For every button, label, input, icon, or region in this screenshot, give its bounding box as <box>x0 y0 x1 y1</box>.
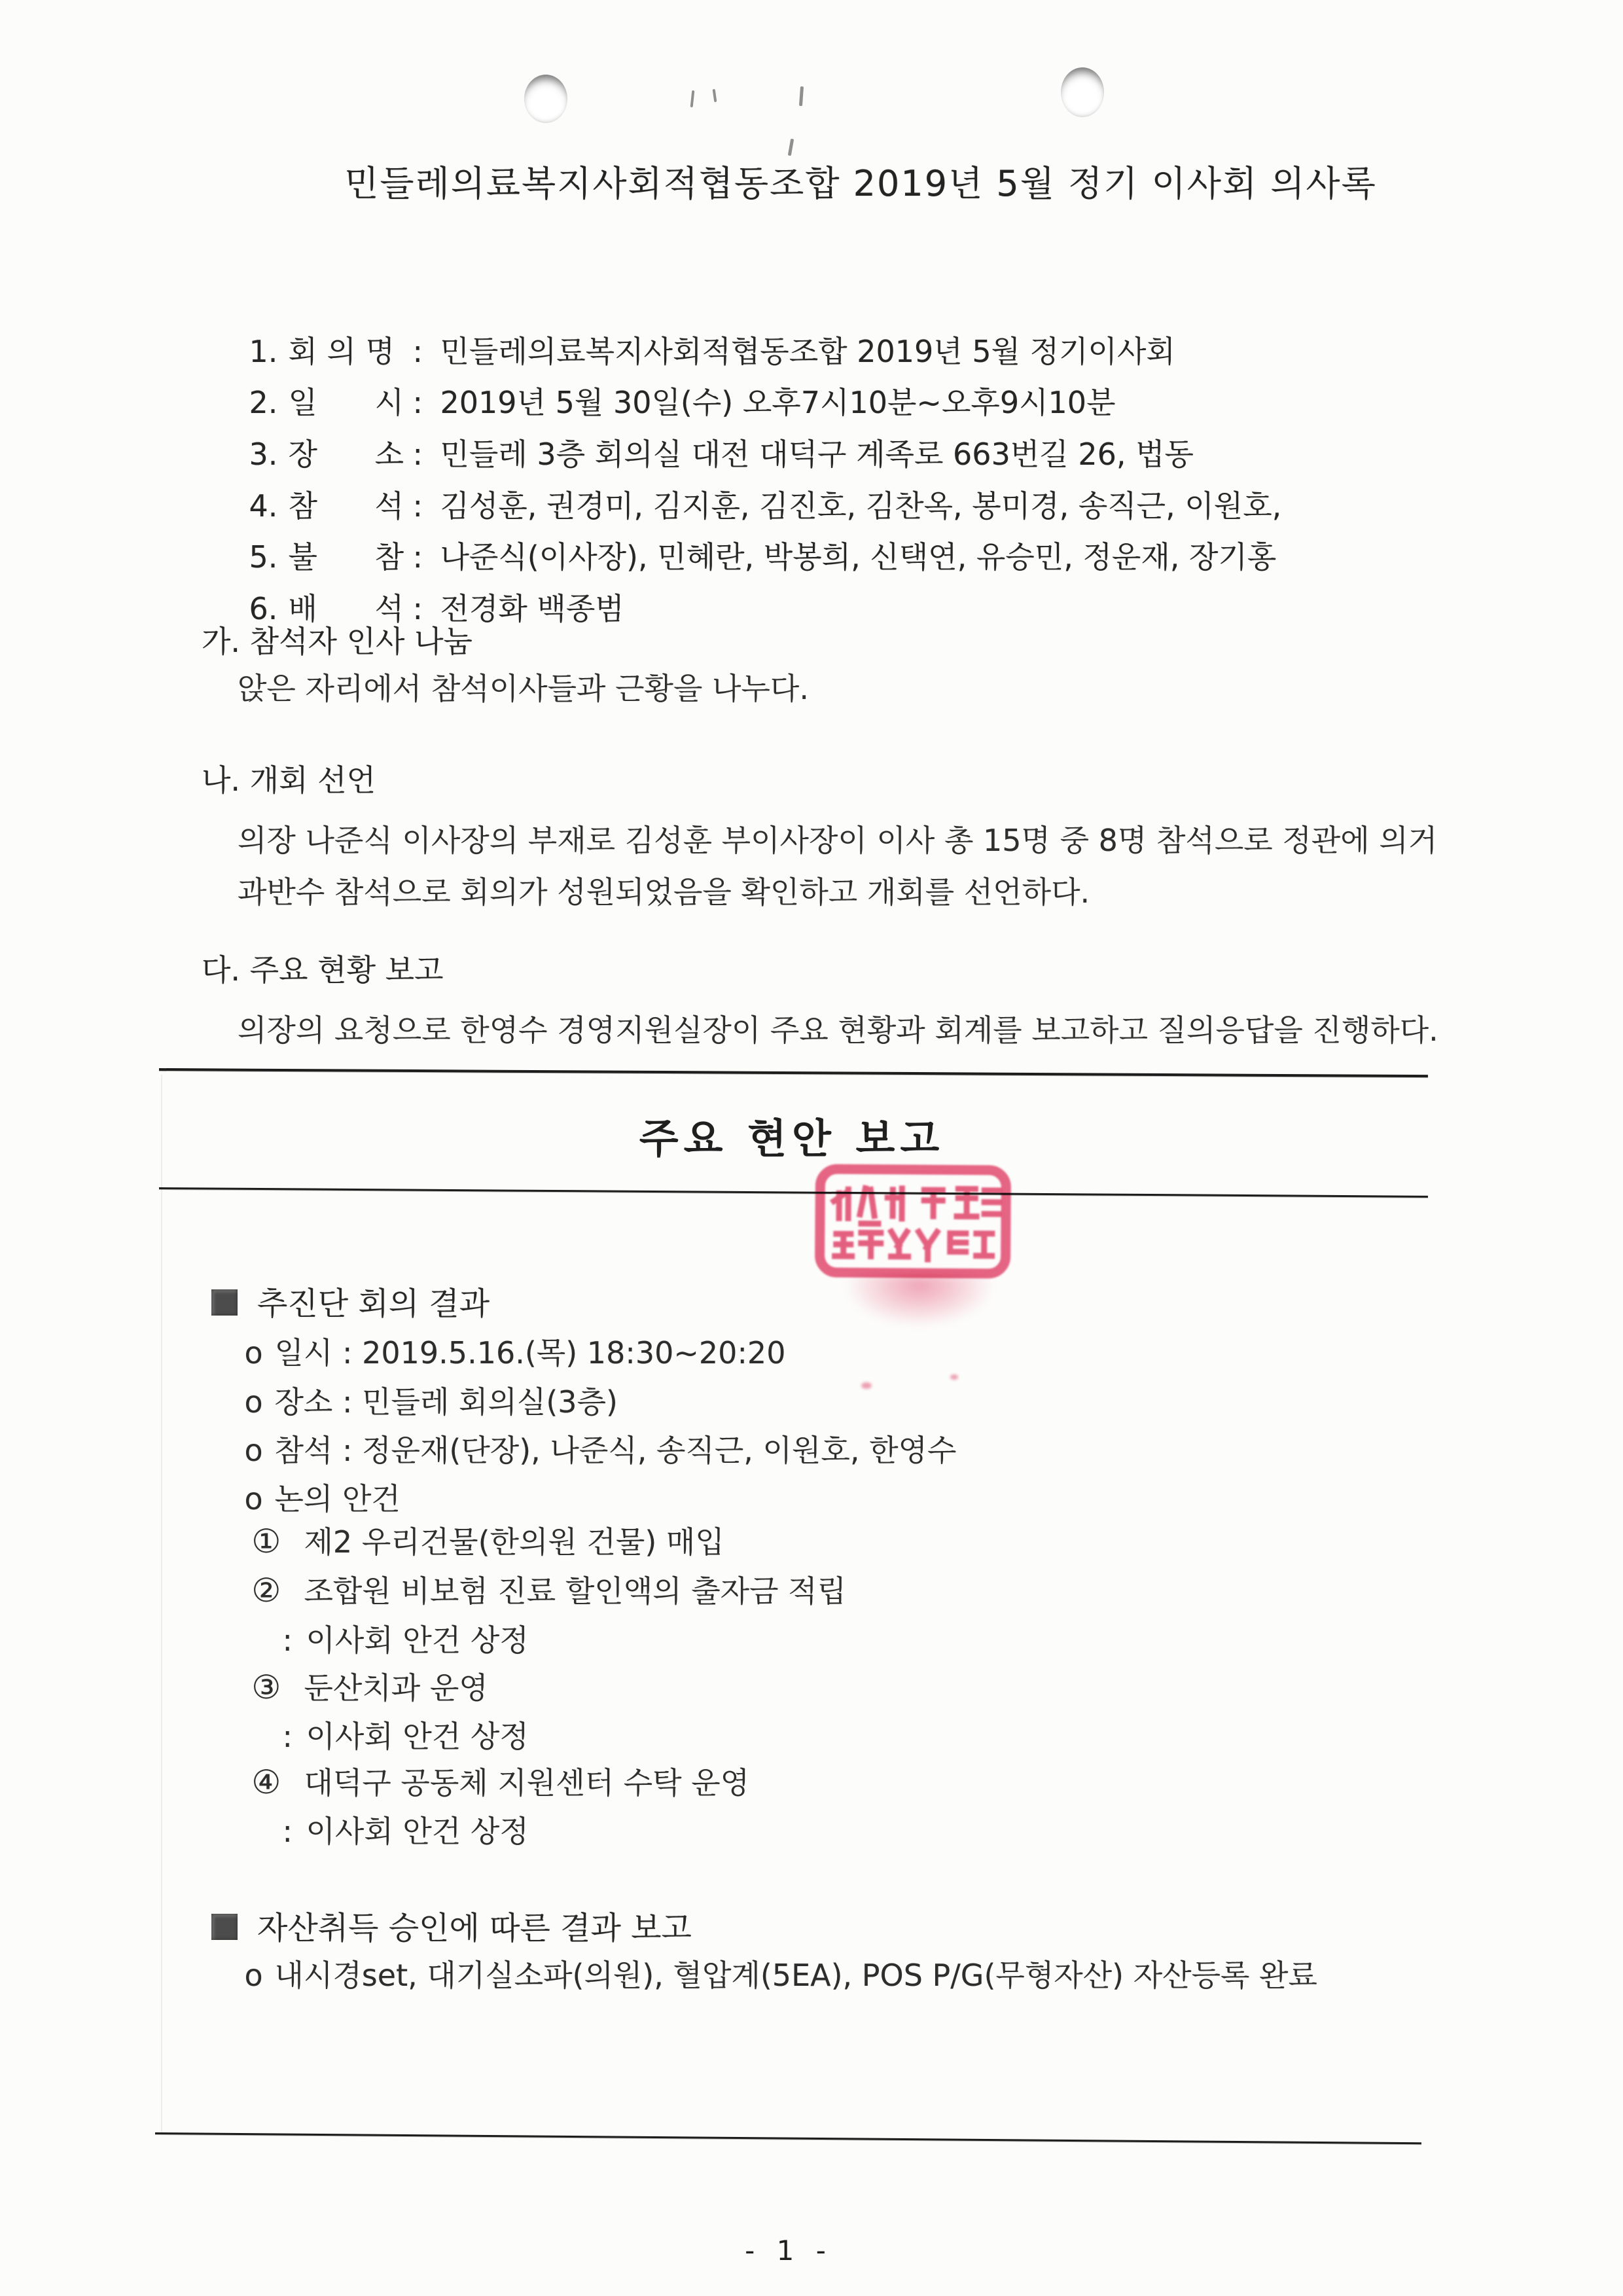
meta-item-absentees <box>211 498 1277 575</box>
item-number: 6. <box>249 591 278 626</box>
item-number: 3. <box>249 437 278 472</box>
divider-top <box>159 1068 1428 1077</box>
section-body-na-1: 의장 나준식 이사장의 부재로 김성훈 부이사장이 이사 총 15명 중 8명 참석으로 정관에 의거 <box>238 823 1438 858</box>
block-title-asset-acquisition <box>171 1866 692 1946</box>
o-bullet: o <box>244 1335 263 1371</box>
item-label: 일 시 <box>288 385 404 420</box>
agenda-text: 이사회 안건 상정 <box>306 1814 529 1849</box>
colon-marker: : <box>282 1719 293 1754</box>
divider-middle <box>159 1187 1428 1198</box>
meta-item-attendees <box>211 447 1282 524</box>
item-value: 민들레 3층 회의실 대전 대덕구 계족로 663번길 26, 법동 <box>440 437 1194 472</box>
item-number: 2. <box>249 385 278 420</box>
item-colon: : <box>412 334 423 369</box>
report-heading: 주요 현안 보고 <box>639 1115 945 1162</box>
scan-artifact <box>713 89 717 102</box>
item-number: 5. <box>249 539 278 575</box>
agenda-line-asset-registration <box>206 1916 1317 2030</box>
punch-hole-shadow-left <box>524 75 567 123</box>
agenda-text: 참석 : 정운재(단장), 나준식, 송직근, 이원호, 한영수 <box>274 1433 957 1468</box>
agenda-text: 내시경set, 대기실소파(의원), 혈압계(5EA), POS P/G(무형자산) 자산등록 완료 <box>274 1958 1317 1993</box>
item-number: 1. <box>249 334 278 369</box>
agenda-text: 일시 : 2019.5.16.(목) 18:30~20:20 <box>274 1335 786 1371</box>
divider-bottom <box>155 2132 1421 2144</box>
agenda-text: 논의 안건 <box>274 1481 401 1516</box>
colon-marker: : <box>282 1623 293 1658</box>
agenda-text: 이사회 안건 상정 <box>306 1719 529 1754</box>
block-title-text: 자산취득 승인에 따른 결과 보고 <box>257 1910 692 1946</box>
o-bullet: o <box>244 1481 263 1516</box>
item-label: 참 석 <box>288 488 404 524</box>
item-value: 민들레의료복지사회적협동조합 2019년 5월 정기이사회 <box>440 334 1175 369</box>
item-colon: : <box>412 488 423 524</box>
item-label: 회 의 명 <box>288 334 395 369</box>
agenda-text: 장소 : 민들레 회의실(3층) <box>274 1384 618 1420</box>
scan-artifact <box>799 86 804 106</box>
agenda-text: 조합원 비보험 진료 할인액의 출자금 적립 <box>304 1573 847 1609</box>
item-number: 4. <box>249 488 278 524</box>
cooperative-seal-stamp <box>813 1163 1012 1280</box>
section-body-na-2: 과반수 참석으로 회의가 성원되었음을 확인하고 개회를 선언하다. <box>238 874 1090 910</box>
scan-artifact <box>690 90 695 107</box>
agenda-text: 이사회 안건 상정 <box>306 1623 529 1658</box>
o-bullet: o <box>244 1958 263 1993</box>
item-value: 전경화 백종범 <box>440 591 624 626</box>
section-heading-da: 다. 주요 현황 보고 <box>202 952 444 988</box>
meta-item-place <box>211 395 1194 472</box>
circled-number-icon: ③ <box>251 1668 281 1706</box>
section-body-ga: 앉은 자리에서 참석이사들과 근황을 나누다. <box>238 671 809 706</box>
document-title: 민들레의료복지사회적협동조합 2019년 5월 정기 이사회 의사록 <box>344 163 1377 204</box>
item-colon: : <box>412 385 423 420</box>
meta-item-meeting-name <box>211 293 1175 369</box>
scan-edge-line <box>161 1075 162 2132</box>
item-value: 2019년 5월 30일(수) 오후7시10분~오후9시10분 <box>440 385 1116 420</box>
block-title-committee-meeting <box>171 1242 490 1322</box>
item-value: 나준식(이사장), 민혜란, 박봉희, 신택연, 유승민, 정운재, 장기홍 <box>440 539 1277 575</box>
section-body-da: 의장의 요청으로 한영수 경영지원실장이 주요 현황과 회계를 보고하고 질의응답을 진행하다. <box>238 1013 1438 1048</box>
meta-item-observers <box>211 550 624 626</box>
item-label: 배 석 <box>288 591 404 626</box>
agenda-text: 대덕구 공동체 지원센터 수탁 운영 <box>304 1765 750 1801</box>
block-title-text: 추진단 회의 결과 <box>257 1285 490 1322</box>
agenda-text: 둔산치과 운영 <box>304 1670 488 1706</box>
item-colon: : <box>412 539 423 575</box>
seal-ink-dot <box>861 1382 872 1389</box>
scan-artifact <box>788 139 794 156</box>
colon-marker: : <box>282 1814 293 1849</box>
agenda-text: 제2 우리건물(한의원 건물) 매입 <box>304 1524 724 1560</box>
item-colon: : <box>412 437 423 472</box>
circled-number-icon: ④ <box>251 1763 281 1801</box>
circled-number-icon: ① <box>251 1522 281 1560</box>
o-bullet: o <box>244 1433 263 1468</box>
meta-item-datetime <box>211 344 1116 420</box>
item-colon: : <box>412 591 423 626</box>
item-label: 불 참 <box>288 539 404 575</box>
page-number: - 1 - <box>745 2234 832 2267</box>
section-heading-na: 나. 개회 선언 <box>202 762 376 798</box>
circled-number-icon: ② <box>251 1571 281 1609</box>
punch-hole-shadow-right <box>1061 67 1104 117</box>
item-label: 장 소 <box>288 437 404 472</box>
seal-ink-dot <box>950 1374 958 1380</box>
o-bullet: o <box>244 1384 263 1420</box>
section-heading-ga: 가. 참석자 인사 나눔 <box>202 624 473 659</box>
item-value: 김성훈, 권경미, 김지훈, 김진호, 김찬옥, 봉미경, 송직근, 이원호, <box>440 488 1282 524</box>
seal-ink-smear <box>844 1275 995 1327</box>
